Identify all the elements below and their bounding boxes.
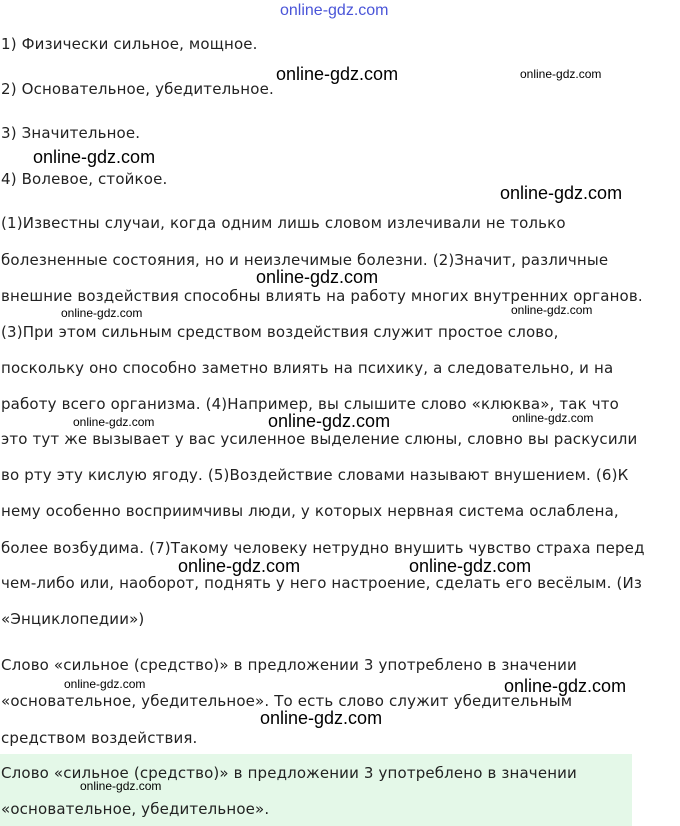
passage-line: это тут же вызывает у вас усиленное выделение слюны, словно вы раскусили (1, 430, 638, 448)
watermark-text: online-gdz.com (80, 779, 162, 793)
watermark-text: online-gdz.com (73, 415, 155, 429)
passage-line: чем-либо или, наоборот, поднять у него настроение, сделать его весёлым. (Из (1, 574, 642, 592)
watermark-text: online-gdz.com (512, 411, 594, 425)
watermark-text: online-gdz.com (33, 147, 156, 167)
passage-line: работу всего организма. (4)Например, вы слышите слово «клюква», так что (1, 395, 619, 413)
passage-line: более возбудима. (7)Такому человеку нетрудно внушить чувство страха перед (1, 539, 645, 557)
answer-line: «основательное, убедительное». (1, 800, 270, 818)
passage-line: (3)При этом сильным средством воздействия служит простое слово, (1, 323, 559, 341)
watermark-text: online-gdz.com (511, 303, 593, 317)
watermark-text: online-gdz.com (504, 676, 627, 696)
passage-line: нему особенно восприимчивы люди, у которых нервная система ослаблена, (1, 502, 619, 520)
passage-line: «Энциклопедии») (1, 610, 145, 628)
watermark-text: online-gdz.com (268, 411, 391, 431)
watermark-top: online-gdz.com (280, 2, 389, 19)
watermark-text: online-gdz.com (500, 183, 623, 203)
passage-line: во рту эту кислую ягоду. (5)Воздействие словами называют внушением. (6)К (1, 466, 629, 484)
watermark-text: online-gdz.com (520, 67, 602, 81)
watermark-text: online-gdz.com (256, 267, 379, 287)
watermark-text: online-gdz.com (409, 556, 532, 576)
watermark-text: online-gdz.com (61, 306, 143, 320)
passage-line: (1)Известны случаи, когда одним лишь словом излечивали не только (1, 214, 566, 232)
explanation-line: Слово «сильное (средство)» в предложении 3 употреблено в значении (1, 656, 577, 674)
option-4: 4) Волевое, стойкое. (1, 170, 168, 188)
explanation-line: средством воздействия. (1, 729, 198, 747)
watermark-text: online-gdz.com (178, 556, 301, 576)
passage-line: болезненные состояния, но и неизлечимые болезни. (2)Значит, различные (1, 251, 609, 269)
passage-line: внешние воздействия способны влиять на работу многих внутренних органов. (1, 287, 643, 305)
option-2: 2) Основательное, убедительное. (1, 80, 274, 98)
option-3: 3) Значительное. (1, 124, 141, 142)
explanation-line: «основательное, убедительное». То есть слово служит убедительным (1, 692, 573, 710)
watermark-text: online-gdz.com (276, 64, 399, 84)
option-1: 1) Физически сильное, мощное. (1, 35, 258, 53)
watermark-text: online-gdz.com (64, 677, 146, 691)
passage-line: поскольку оно способно заметно влиять на психику, а следовательно, и на (1, 359, 614, 377)
answer-line: Слово «сильное (средство)» в предложении 3 употреблено в значении (1, 764, 577, 782)
watermark-text: online-gdz.com (260, 708, 383, 728)
